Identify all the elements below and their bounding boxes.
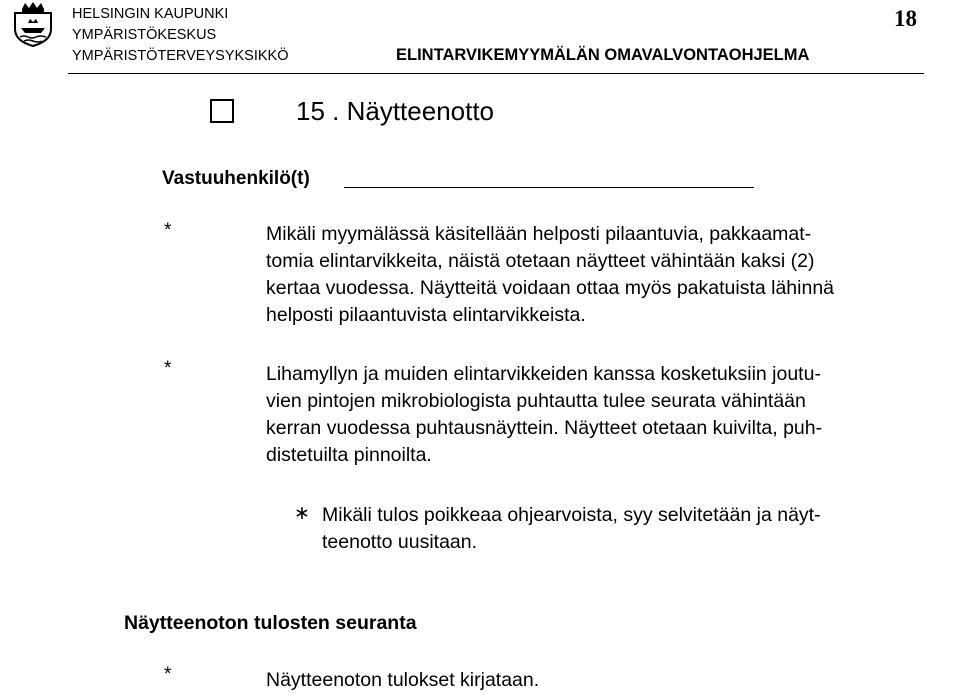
paragraph-line: kerran vuodessa puhtausnäyttein. Näytteet otetaan kuivilta, puh- xyxy=(266,417,823,439)
paragraph-line: Mikäli myymälässä käsitellään helposti pilaantuvia, pakkaamat- xyxy=(266,223,812,245)
responsible-person-label: Vastuuhenkilö(t) xyxy=(162,168,310,189)
org-name-line-2: YMPÄRISTÖKESKUS xyxy=(72,27,217,43)
bullet-paragraph xyxy=(266,221,834,329)
subsection-title: Näytteenoton tulosten seuranta xyxy=(124,612,417,634)
org-name-line-3: YMPÄRISTÖTERVEYSYKSIKKÖ xyxy=(72,48,289,64)
paragraph-line: teenotto uusitaan. xyxy=(322,531,478,553)
section-title: 15 . Näytteenotto xyxy=(296,96,495,126)
checkbox-icon xyxy=(210,99,234,123)
responsible-person-field-line xyxy=(344,187,754,188)
header-divider xyxy=(68,73,924,74)
paragraph-line: vien pintojen mikrobiologista puhtautta tulee seurata vähintään xyxy=(266,390,806,412)
paragraph-line: helposti pilaantuvista elintarvikkeista. xyxy=(266,304,586,326)
helsinki-crest-icon xyxy=(10,1,56,47)
bullet-marker: ∗ xyxy=(294,503,310,524)
document-title: ELINTARVIKEMYYMÄLÄN OMAVALVONTAOHJELMA xyxy=(396,46,810,64)
bullet-paragraph xyxy=(322,502,821,556)
paragraph-line: Mikäli tulos poikkeaa ohjearvoista, syy selvitetään ja näyt- xyxy=(322,504,821,526)
paragraph-line: tomia elintarvikkeita, näistä otetaan näytteet vähintään kaksi (2) xyxy=(266,250,815,272)
paragraph-line: Lihamyllyn ja muiden elintarvikkeiden kanssa kosketuksiin joutu- xyxy=(266,363,821,385)
bullet-marker: * xyxy=(164,358,172,379)
followup-text: Näytteenoton tulokset kirjataan. xyxy=(266,669,540,691)
bullet-marker: * xyxy=(164,220,172,241)
bullet-marker: * xyxy=(164,664,172,685)
paragraph-line: kertaa vuodessa. Näytteitä voidaan ottaa myös pakatuista lähinnä xyxy=(266,277,835,299)
bullet-paragraph xyxy=(266,361,822,469)
page-number: 18 xyxy=(894,6,917,31)
org-name-line-1: HELSINGIN KAUPUNKI xyxy=(72,6,229,22)
paragraph-line: distetuilta pinnoilta. xyxy=(266,444,432,466)
